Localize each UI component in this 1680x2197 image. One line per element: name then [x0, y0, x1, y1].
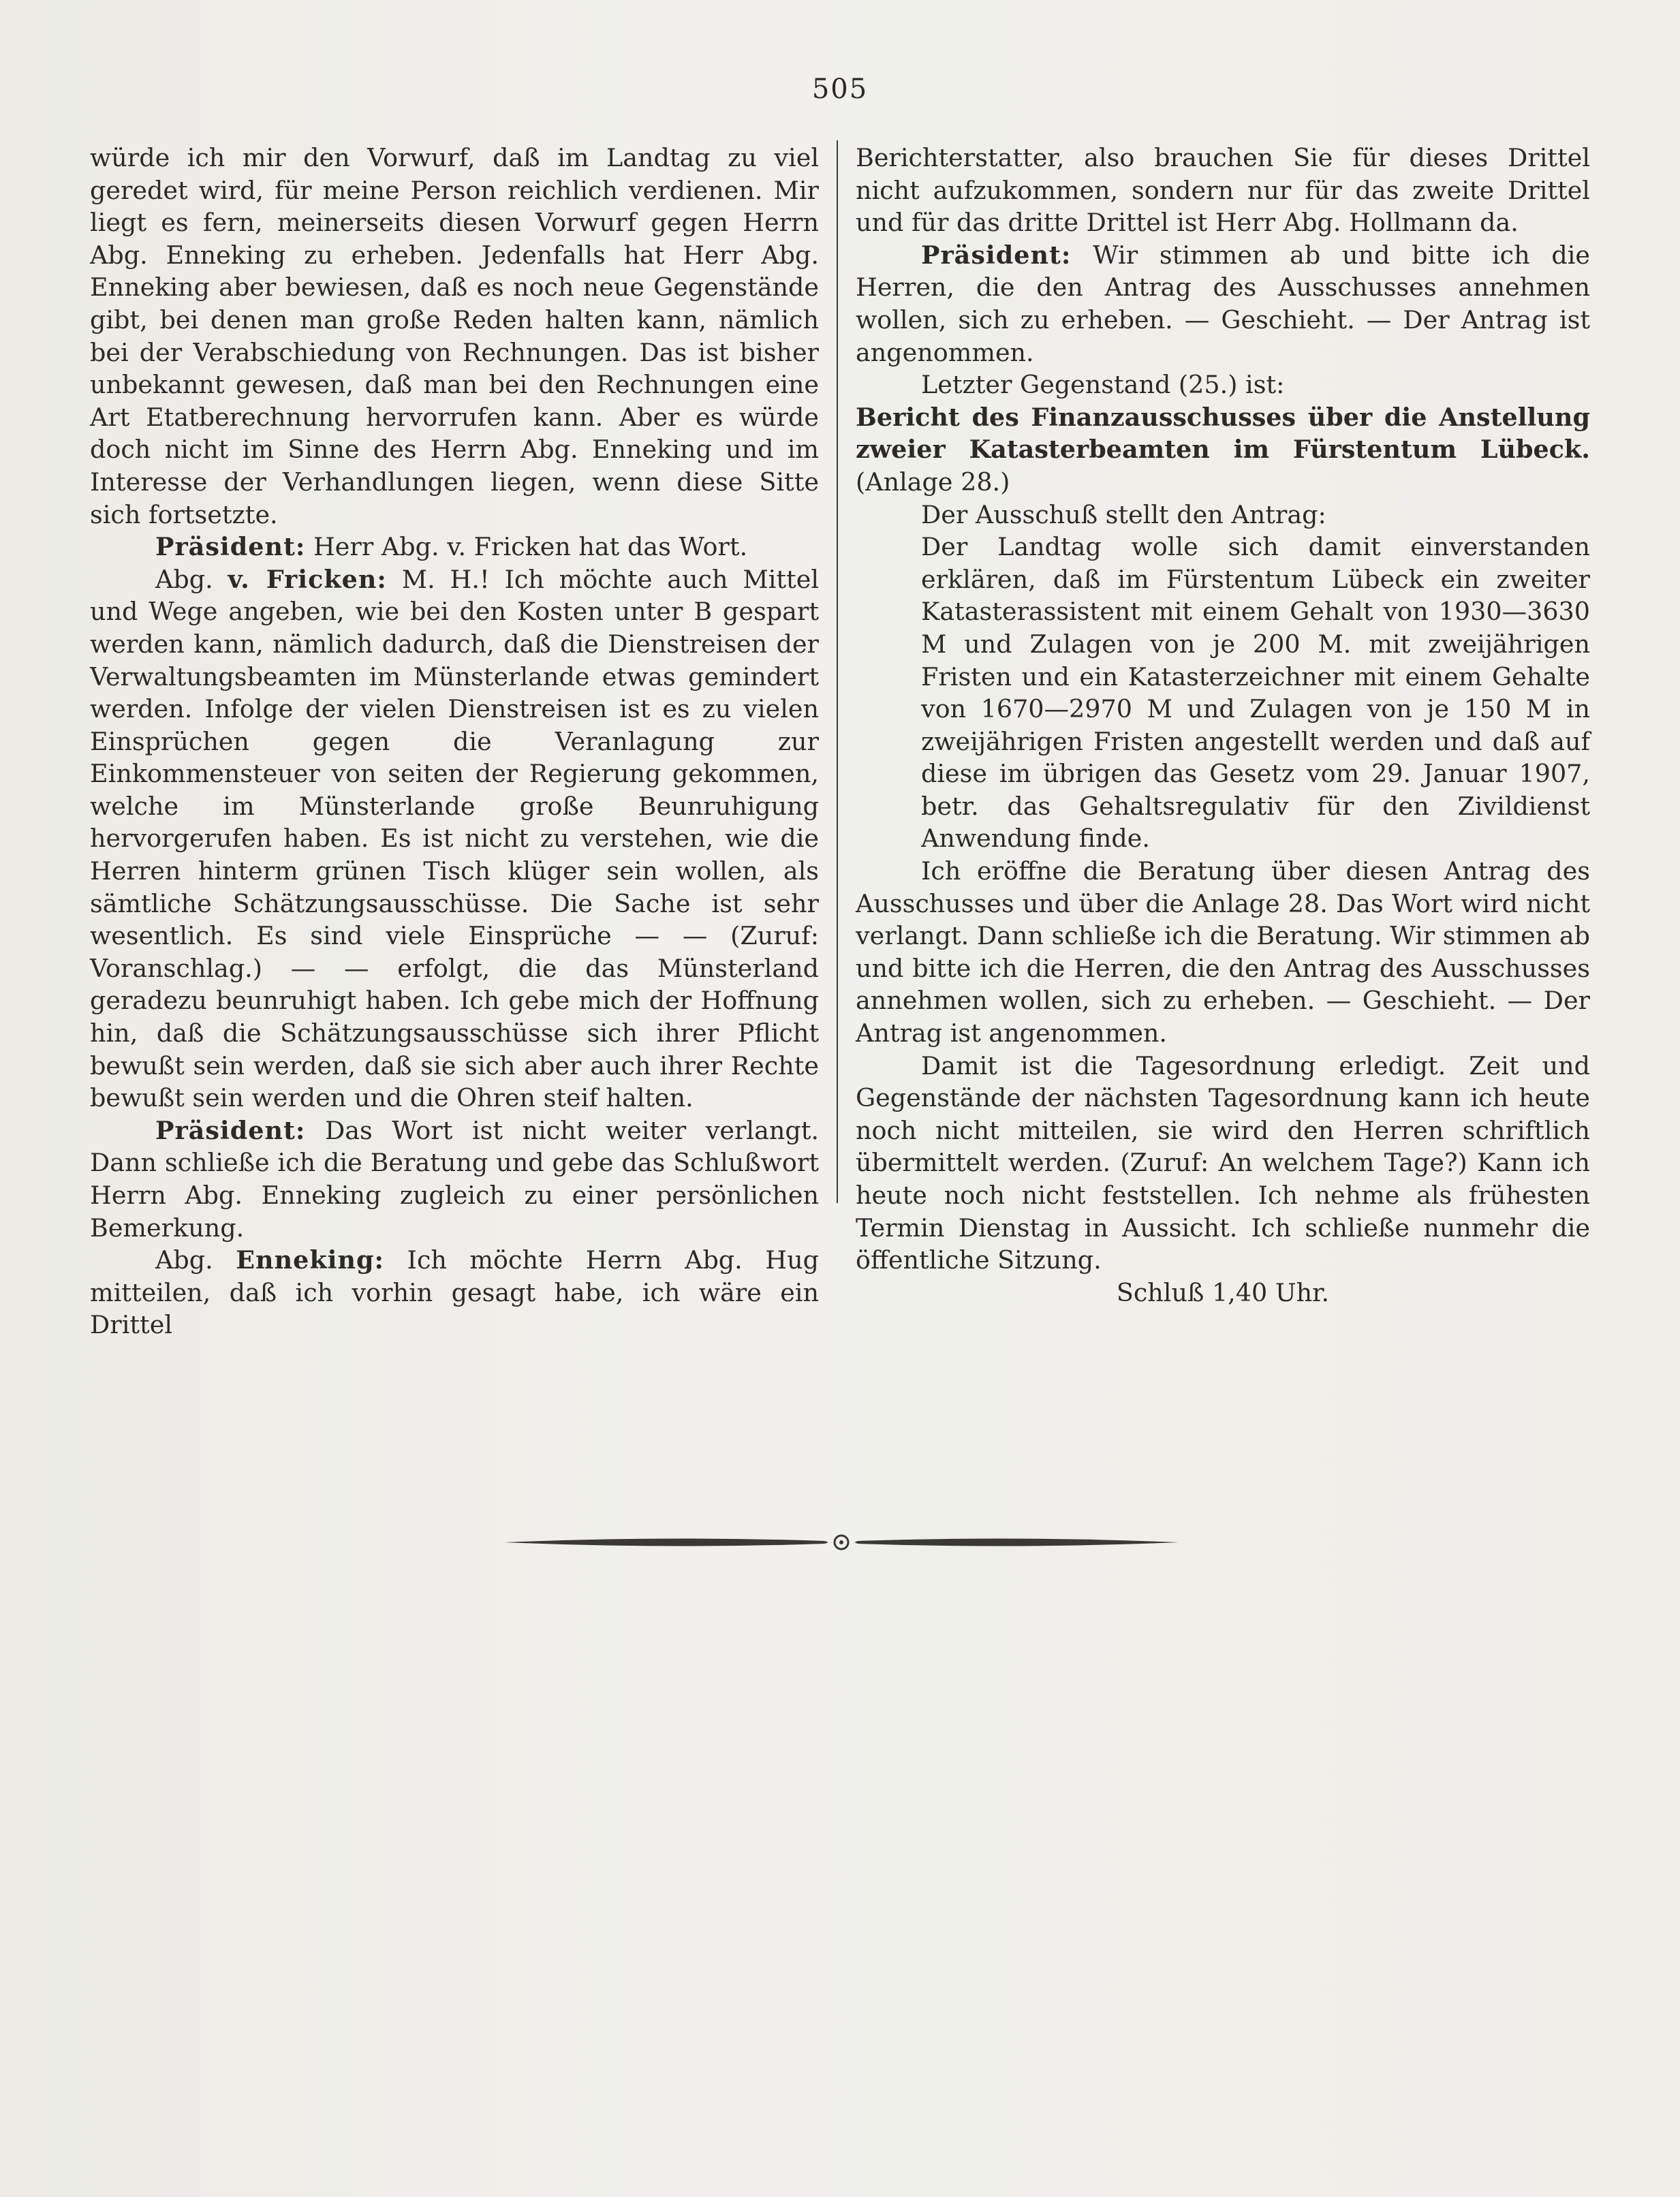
paragraph: [90, 1244, 819, 1341]
paragraph: Der Ausschuß stellt den Antrag:: [921, 499, 1326, 529]
page-number: 505: [811, 74, 869, 105]
column-divider: [837, 140, 838, 1203]
motion-text: Der Landtag wolle sich damit einverstanden erklären, daß im Fürstentum Lübeck ein zweiter Katasterassistent mit einem Gehalt von 1930—3630 M und Zulagen von je 200 M. mit zweijährigen Fristen und ein Katasterzeichner mit einem Gehalte von 1670—2970 M und Zulagen von je 150 M in zweijährigen Fristen angestellt werden und daß auf diese im übrigen das Gesetz vom 29. Januar 1907, betr. das Gehaltsregulativ für den Zivildienst Anwendung finde.: [921, 532, 1590, 854]
closing-time: Schluß 1,40 Uhr.: [1116, 1277, 1330, 1307]
speaker-name: Präsident:: [921, 240, 1072, 270]
paragraph: [856, 239, 1590, 369]
speech-text: Ich möchte Herrn Abg. Hug mitteilen, daß ich vorhin gesagt habe, ich wäre ein Drittel: [90, 1245, 819, 1340]
speaker-name: Präsident:: [155, 1115, 306, 1145]
paragraph: Ich eröffne die Beratung über diesen Antrag des Ausschusses und über die Anlage 28. Das Wort wird nicht verlangt. Dann schließe ich die Beratung. Wir stimmen ab und bitte ich die Herren, die den Antrag des Ausschusses annehmen wollen, sich zu erheben. — Geschieht. — Der Antrag ist angenommen.: [856, 856, 1590, 1048]
speech-text: Das Wort ist nicht weiter verlangt. Dann schließe ich die Beratung und gebe das Schlußwort Herrn Abg. Enneking zugleich zu einer persönlichen Bemerkung.: [90, 1115, 820, 1243]
paragraph: Berichterstatter, also brauchen Sie für dieses Drittel nicht aufzukommen, sondern nur für das zweite Drittel und für das dritte Drittel ist Herr Abg. Hollmann da.: [856, 143, 1590, 238]
agenda-title: Bericht des Finanzausschusses über die Anstellung zweier Katasterbeamten im Fürstentum Lübeck.: [856, 402, 1590, 465]
speech-text: Herr Abg. v. Fricken hat das Wort.: [313, 532, 748, 562]
speech-text: M. H.! Ich möchte auch Mittel und Wege angeben, wie bei den Kosten unter B gespart werden kann, nämlich dadurch, daß die Dienstreisen der Verwaltungsbeamten im Münsterlande etwas gemindert werden. Infolge der vielen Dienstreisen ist es zu vielen Einsprüchen gegen die Veranlagung zur Einkommensteuer von seiten der Regierung gekommen, welche im Münsterlande große Beunruhigung hervorgerufen haben. Es ist nicht zu verstehen, wie die Herren hinterm grünen Tisch klüger sein wollen, als sämtliche Schätzungsausschüsse. Die Sache ist sehr wesentlich. Es sind viele Einsprüche — — (Zuruf: Voranschlag.) — — erfolgt, die das Münsterland geradezu beunruhigt haben. Ich gebe mich der Hoffnung hin, daß die Schätzungsausschüsse sich ihrer Pflicht bewußt sein werden, daß sie sich aber auch ihrer Rechte bewußt sein werden und die Ohren steif halten.: [90, 564, 819, 1113]
speaker-name: Enneking:: [236, 1245, 385, 1275]
agenda-heading: [856, 401, 1590, 499]
paragraph: [90, 531, 819, 563]
speaker-name: Präsident:: [155, 532, 306, 562]
speaker-name: v. Fricken:: [228, 564, 387, 594]
paragraph: [90, 1115, 819, 1244]
paragraph: Damit ist die Tagesordnung erledigt. Zeit und Gegenstände der nächsten Tagesordnung kann ich heute noch nicht mitteilen, sie wird den Herren schriftlich übermittelt werden. (Zuruf: An welchem Tage?) Kann ich heute noch nicht feststellen. Ich nehme als frühesten Termin Dienstag in Aussicht. Ich schließe nunmehr die öffentliche Sitzung.: [856, 1050, 1590, 1275]
speaker-prefix: Abg.: [155, 564, 213, 594]
speaker-prefix: Abg.: [155, 1245, 213, 1275]
paragraph: würde ich mir den Vorwurf, daß im Landtag zu viel geredet wird, für meine Person reichlich verdienen. Mir liegt es fern, meinerseits diesen Vorwurf gegen Herrn Abg. Enneking zu erheben. Jedenfalls hat Herr Abg. Enneking aber bewiesen, daß es noch neue Gegenstände gibt, bei denen man große Reden halten kann, nämlich bei der Verabschiedung von Rechnungen. Das ist bisher unbekannt gewesen, daß man bei den Rechnungen eine Art Etatberechnung hervorrufen kann. Aber es würde doch nicht im Sinne des Herrn Abg. Enneking und im Interesse der Verhandlungen liegen, wenn diese Sitte sich fortsetzte.: [90, 143, 819, 529]
left-column: [90, 142, 819, 1341]
annex-reference: (Anlage 28.): [856, 467, 1010, 497]
ornament-divider: [504, 1526, 1179, 1559]
right-column: [856, 142, 1590, 1309]
speech-text: Wir stimmen ab und bitte ich die Herren, die den Antrag des Ausschusses annehmen wollen, sich zu erheben. — Geschieht. — Der Antrag ist angenommen.: [856, 240, 1590, 367]
paragraph: [90, 563, 819, 1115]
paragraph: Letzter Gegenstand (25.) ist:: [921, 370, 1285, 400]
